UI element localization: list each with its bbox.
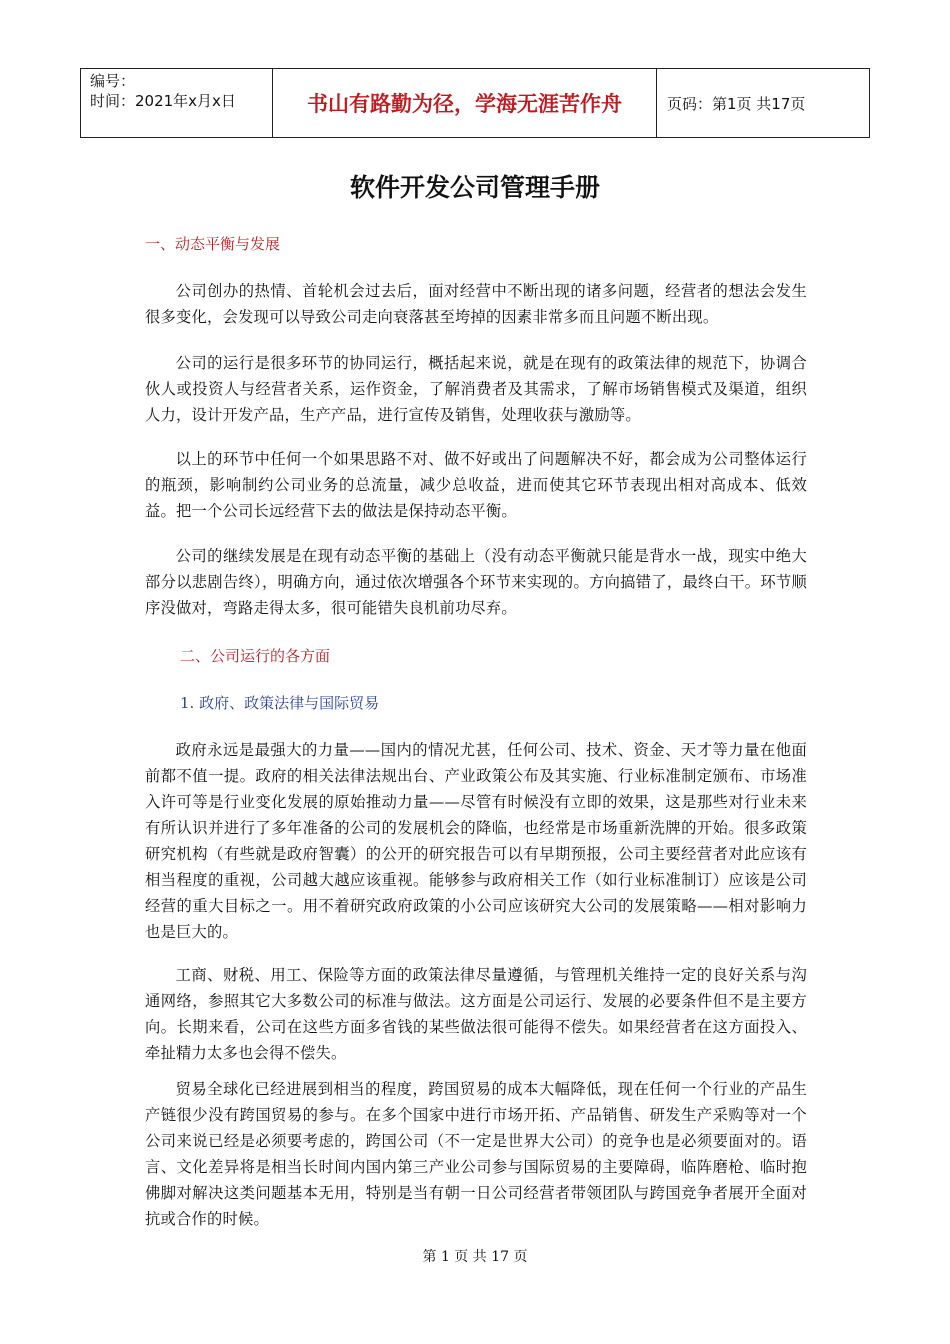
date-label: 时间：2021年x月x日 [90,92,236,110]
page-footer: 第 1 页 共 17 页 [422,1249,528,1265]
paragraph: 以上的环节中任何一个如果思路不对、做不好或出了问题解决不好，都会成为公司整体运行的瓶颈，影响制约公司业务的总流量，减少总收益，进而使其它环节表现出相对高成本、低效益。把一个公司长远经营下去的做法是保持动态平衡。 [145,450,807,520]
paragraph: 工商、财税、用工、保险等方面的政策法律尽量遵循，与管理机关维持一定的良好关系与沟通网络，参照其它大多数公司的标准与做法。这方面是公司运行、发展的必要条件但不是主要方向。长期来看，公司在这些方面多省钱的某些做法很可能得不偿失。如果经营者在这方面投入、牵扯精力太多也会得不偿失。 [145,966,807,1062]
header-meta-cell [90,71,270,111]
section-heading-2: 二、公司运行的各方面 [180,647,331,665]
paragraph: 公司的继续发展是在现有动态平衡的基础上（没有动态平衡就只能是背水一战，现实中绝大部分以悲剧告终），明确方向，通过依次增强各个环节来实现的。方向搞错了，最终白干。环节顺序没做对，弯路走得太多，很可能错失良机前功尽弃。 [145,547,807,617]
header-border-left [80,69,81,137]
header-motto: 书山有路勤为径，学海无涯苦作舟 [307,92,622,116]
subsection-heading-1: 1. 政府、政策法律与国际贸易 [180,694,380,712]
section-heading-1: 一、动态平衡与发展 [145,235,281,253]
paragraph: 政府永远是最强大的力量——国内的情况尤甚，任何公司、技术、资金、天才等力量在他面前都不值一提。政府的相关法律法规出台、产业政策公布及其实施、行业标准制定颁布、市场准入许可等是行业变化发展的原始推动力量——尽管有时候没有立即的效果，这是那些对行业未来有所认识并进行了多年准备的公司的发展机会的降临，也经常是市场重新洗牌的开始。很多政策研究机构（有些就是政府智囊）的公开的研究报告可以有早期预报，公司主要经营者对此应该有相当程度的重视，公司越大越应该重视。能够参与政府相关工作（如行业标准制订）应该是公司经营的重大目标之一。用不着研究政府政策的小公司应该研究大公司的发展策略——相对影响力也是巨大的。 [145,741,807,941]
paragraph: 贸易全球化已经进展到相当的程度，跨国贸易的成本大幅降低，现在任何一个行业的产品生产链很少没有跨国贸易的参与。在多个国家中进行市场开拓、产品销售、研发生产采购等对一个公司来说已经是必须要考虑的，跨国公司（不一定是世界大公司）的竞争也是必须要面对的。语言、文化差异将是相当长时间内国内第三产业公司参与国际贸易的主要障碍，临阵磨枪、临时抱佛脚对解决这类问题基本无用，特别是当有朝一日公司经营者带领团队与跨国竞争者展开全面对抗或合作的时候。 [145,1080,807,1228]
serial-label: 编号： [90,72,136,90]
header-table [80,68,870,138]
paragraph: 公司创办的热情、首轮机会过去后，面对经营中不断出现的诸多问题，经营者的想法会发生很多变化，会发现可以导致公司走向衰落甚至垮掉的因素非常多而且问题不断出现。 [145,282,807,326]
header-page-info: 页码：第1页 共17页 [667,94,806,113]
paragraph: 公司的运行是很多环节的协同运行，概括起来说，就是在现有的政策法律的规范下，协调合伙人或投资人与经营者关系，运作资金，了解消费者及其需求，了解市场销售模式及渠道，组织人力，设计开发产品，生产产品，进行宣传及销售，处理收获与激励等。 [145,354,807,424]
document-title: 软件开发公司管理手册 [349,173,600,202]
